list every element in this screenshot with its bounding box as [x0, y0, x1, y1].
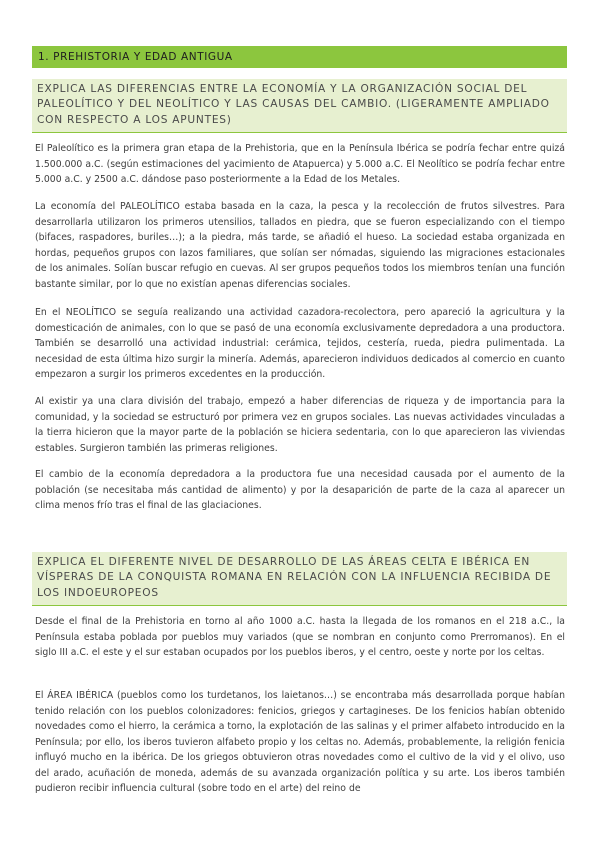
- q1-paragraph-4: Al existir ya una clara división del trabajo, empezó a haber diferencias de riqueza y de importancia para la comunidad, y la sociedad se estructuró por primera vez en grupos sociales. Las nuevas actividades vinculadas a la tierra hicieron que la mayor parte de la población se hiciera sedentaria, con lo que aparecieron las viviendas estables. Surgieron también las primeras religiones.: [35, 396, 565, 454]
- q2-paragraph-2: El ÁREA IBÉRICA (pueblos como los turdetanos, los laietanos…) se encontraba más desarrollada porque habían tenido relación con los pueblos colonizadores: fenicios, griegos y cartagineses. De los fenicios habían obtenido novedades como el hierro, la cerámica a torno, la explotación de las salinas y el primer alfabeto introducido en la Península; por ello, los iberos tuvieron alfabeto propio y los celtas no. Además, probablemente, la religión fenicia influyó mucho en la ibérica. De los griegos obtuvieron otras novedades como el cultivo de la vid y el olivo, uso del arado, acuñación de moneda, además de su avanzada organización política y su arte. Los iberos también pudieron recibir influencia cultural (sobre todo en el arte) del reino de: [35, 690, 565, 794]
- q1-paragraph-5: El cambio de la economía depredadora a la productora fue una necesidad causada por el aumento de la población (se necesitaba más cantidad de alimento) y por la desaparición de parte de la caza al aparecer un clima menos frío tras el final de las glaciaciones.: [35, 469, 565, 511]
- q1-paragraph-2: La economía del PALEOLÍTICO estaba basada en la caza, la pesca y la recolección de frutos silvestres. Para desarrollarla utilizaron los primeros utensilios, tallados en piedra, que se fueron especializando con el tiempo (bifaces, raspadores, buriles…); a la piedra, más tarde, se añadió el hueso. La sociedad estaba organizada en hordas, pequeños grupos con lazos familiares, que solían ser nómadas, siguiendo las migraciones estacionales de los animales. Solían buscar refugio en cuevas. Al ser grupos pequeños todos los miembros tenían una función bastante similar, por lo que no existían apenas diferencias sociales.: [35, 201, 565, 290]
- question-1-heading: EXPLICA LAS DIFERENCIAS ENTRE LA ECONOMÍA Y LA ORGANIZACIÓN SOCIAL DEL PALEOLÍTICO Y DEL NEOLÍTICO Y LAS CAUSAS DEL CAMBIO. (LIGERAMENTE AMPLIADO CON RESPECTO A LOS APUNTES): [32, 79, 567, 133]
- q1-paragraph-1: El Paleolítico es la primera gran etapa de la Prehistoria, que en la Península Ibérica se podría fechar entre quizá 1.500.000 a.C. (según estimaciones del yacimiento de Atapuerca) y 5.000 a.C. El Neolítico se podría fechar entre 5.000 a.C. y 2500 a.C. dándose paso posteriormente a la Edad de los Metales.: [35, 143, 565, 185]
- chapter-heading: 1. PREHISTORIA Y EDAD ANTIGUA: [32, 46, 567, 68]
- q1-paragraph-3: En el NEOLÍTICO se seguía realizando una actividad cazadora-recolectora, pero apareció la agricultura y la domesticación de animales, con lo que se pasó de una economía exclusivamente depredadora a una productora. También se desarrolló una actividad industrial: cerámica, tejidos, cestería, rueda, piedra pulimentada. La necesidad de esta última hizo surgir la minería. Además, aparecieron individuos dedicados al comercio en cuanto empezaron a surgir los primeros excedentes en la producción.: [35, 307, 565, 380]
- q2-paragraph-1: Desde el final de la Prehistoria en torno al año 1000 a.C. hasta la llegada de los romanos en el 218 a.C., la Península estaba poblada por pueblos muy variados (que se nombran en conjunto como Prerromanos). En el siglo III a.C. el este y el sur estaban ocupados por los pueblos iberos, y el centro, oeste y norte por los celtas.: [35, 616, 565, 658]
- question-2-heading: EXPLICA EL DIFERENTE NIVEL DE DESARROLLO DE LAS ÁREAS CELTA E IBÉRICA EN VÍSPERAS DE LA CONQUISTA ROMANA EN RELACIÓN CON LA INFLUENCIA RECIBIDA DE LOS INDOEUROPEOS: [32, 552, 567, 606]
